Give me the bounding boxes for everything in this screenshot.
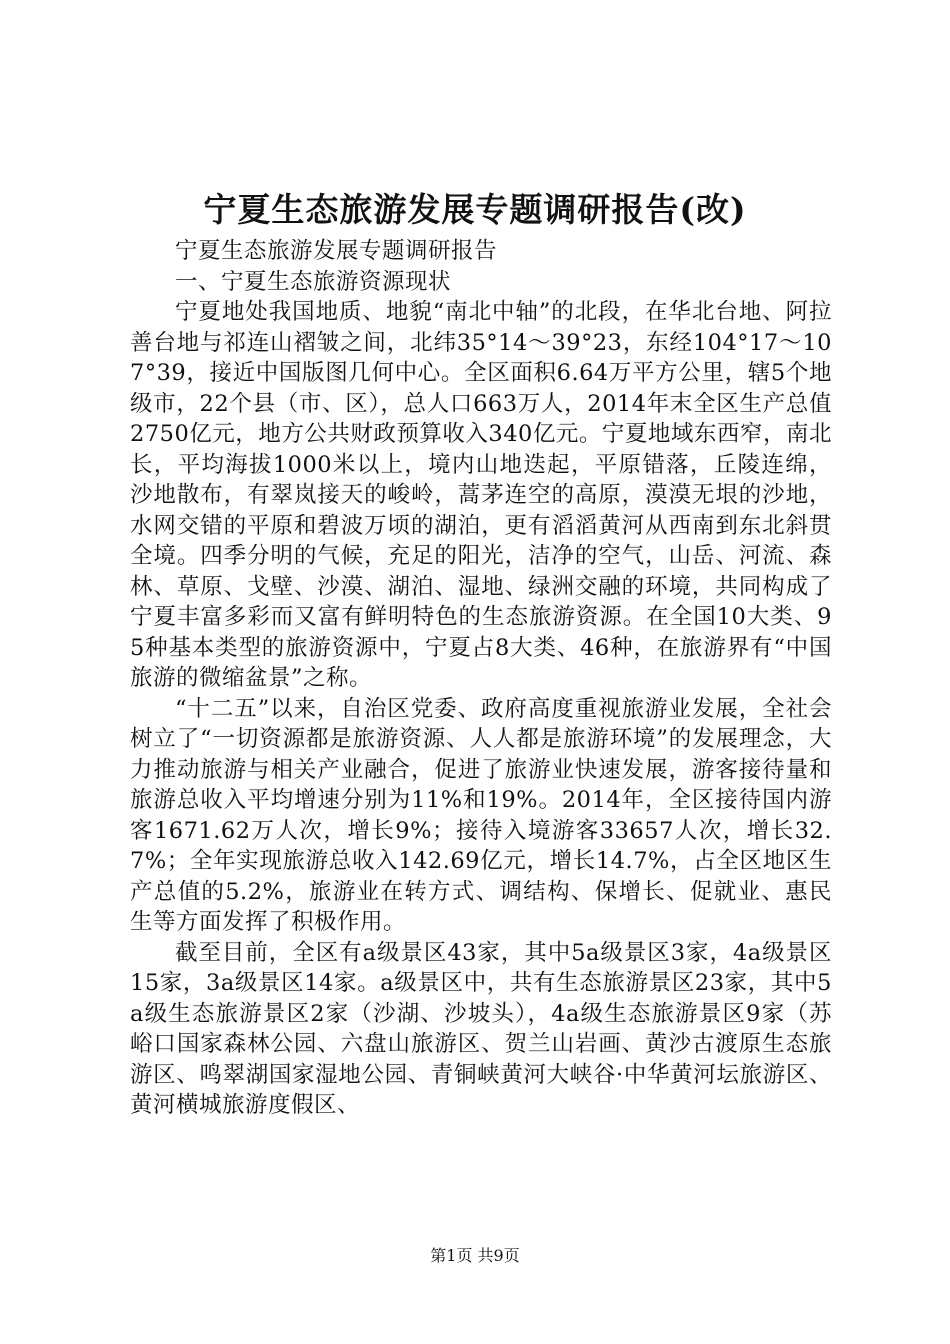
body-paragraph: 宁夏地处我国地质、地貌“南北中轴”的北段，在华北台地、阿拉善台地与祁连山褶皱之间，北纬35°14～39°23，东经104°17～107°39，接近中国版图几何中心。全区面积6.64万平方公里，辖5个地级市，22个县（市、区），总人口663万人，2014年末全区生产总值2750亿元，地方公共财政预算收入340亿元。宁夏地域东西窄，南北长，平均海拔1000米以上，境内山地迭起，平原错落，丘陵连绵，沙地散布，有翠岚接天的峻岭，蒿茅连空的高原，漠漠无垠的沙地，水网交错的平原和碧波万顷的湖泊，更有滔滔黄河从西南到东北斜贯全境。四季分明的气候，充足的阳光，洁净的空气，山岳、河流、森林、草原、戈壁、沙漠、湖泊、湿地、绿洲交融的环境，共同构成了宁夏丰富多彩而又富有鲜明特色的生态旅游资源。在全国10大类、95种基本类型的旅游资源中，宁夏占8大类、46种，在旅游界有“中国旅游的微缩盆景”之称。	[130, 299, 832, 691]
subtitle-paragraph: 宁夏生态旅游发展专题调研报告	[175, 238, 498, 264]
document-body	[130, 236, 832, 1121]
page-footer: 第1页 共9页	[430, 1246, 520, 1265]
section-heading: 一、宁夏生态旅游资源现状	[175, 268, 452, 295]
body-paragraph: 截至目前，全区有a级景区43家，其中5a级景区3家，4a级景区15家，3a级景区14家。a级景区中，共有生态旅游景区23家，其中5a级生态旅游景区2家（沙湖、沙坡头），4a级生态旅游景区9家（苏峪口国家森林公园、六盘山旅游区、贺兰山岩画、黄沙古渡原生态旅游区、鸣翠湖国家湿地公园、青铜峡黄河大峡谷·中华黄河坛旅游区、黄河横城旅游度假区、	[130, 939, 832, 1118]
body-paragraph: “十二五”以来，自治区党委、政府高度重视旅游业发展，全社会树立了“一切资源都是旅游资源、人人都是旅游环境”的发展理念，大力推动旅游与相关产业融合，促进了旅游业快速发展，游客接待量和旅游总收入平均增速分别为11%和19%。2014年，全区接待国内游客1671.62万人次，增长9%；接待入境游客33657人次，增长32.7%；全年实现旅游总收入142.69亿元，增长14.7%，占全区地区生产总值的5.2%，旅游业在转方式、调结构、保增长、促就业、惠民生等方面发挥了积极作用。	[130, 695, 832, 935]
document-title: 宁夏生态旅游发展专题调研报告(改)	[203, 190, 747, 229]
